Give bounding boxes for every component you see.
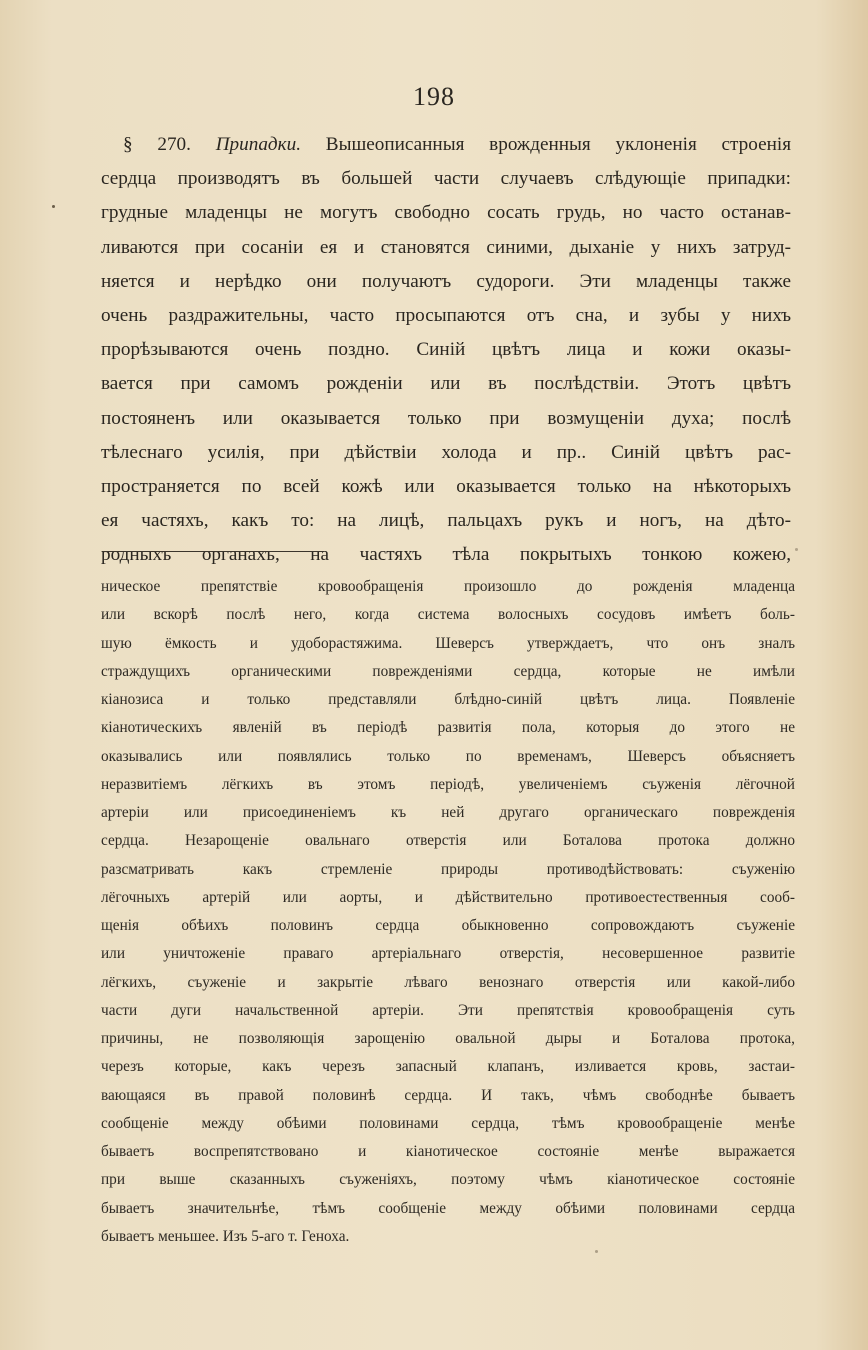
section-text	[101, 128, 791, 573]
section-line: няется и нерѣдко они получаютъ судороги. Эти младенцы также	[101, 270, 791, 292]
footnote-line: ническое препятствіе кровообращенія произошло до рожденія младенца	[101, 578, 795, 595]
footnote-line: части дуги начальственной артеріи. Эти препятствія кровообращенія суть	[101, 1001, 795, 1019]
section-line: Вышеописанныя врожденныя уклоненія строенія	[325, 134, 792, 155]
footnote-line: бываетъ воспрепятствовано и кіанотическое состояніе менѣе выражается	[101, 1143, 795, 1160]
footnote-line: бываетъ меньшее. Изъ 5-аго т. Геноха.	[101, 1227, 350, 1245]
footnote-line: кіанотическихъ явленій въ періодѣ развитія пола, которыя до этого не	[101, 719, 795, 737]
footnote-line: страждущихъ органическими поврежденіями сердца, которые не имѣли	[101, 662, 795, 680]
footnote-line: неразвитіемъ лёгкихъ въ этомъ періодѣ, увеличеніемъ съуженія лёгочной	[101, 775, 795, 793]
section-line: постояненъ или оказывается только при возмущеніи духа; послѣ	[101, 407, 791, 429]
section-line: пространяется по всей кожѣ или оказывается только на нѣкоторыхъ	[101, 476, 791, 498]
section-line: грудные младенцы не могутъ свободно сосать грудь, но часто останав-	[101, 202, 791, 224]
paper-speck	[595, 1250, 598, 1253]
footnote-line: черезъ которые, какъ черезъ запасный клапанъ, изливается кровь, застаи-	[101, 1058, 795, 1076]
footnote-separator	[102, 551, 324, 552]
footnote-line: лёгочныхъ артерій или аорты, и дѣйствительно противоестественныя сооб-	[101, 888, 795, 906]
footnote-line: кіанозиса и только представляли блѣдно-синій цвѣтъ лица. Появленіе	[101, 691, 795, 708]
section-line: родныхъ органахъ, на частяхъ тѣла покрытыхъ тонкою кожею,	[101, 544, 791, 566]
footnote-line: вающаяся въ правой половинѣ сердца. И такъ, чѣмъ свободнѣе бываетъ	[101, 1086, 795, 1104]
section-number: § 270.	[123, 134, 191, 155]
footnote-line: или вскорѣ послѣ него, когда система волосныхъ сосудовъ имѣетъ боль-	[101, 606, 795, 624]
footnote-line: или уничтоженіе праваго артеріальнаго отверстія, несовершенное развитіе	[101, 945, 795, 963]
paper-speck	[795, 548, 798, 551]
footnote-line: щенія обѣихъ половинъ сердца обыкновенно сопровождаютъ съуженіе	[101, 917, 795, 934]
paper-speck	[52, 205, 55, 208]
section-title: Припадки.	[215, 134, 302, 155]
section-line: очень раздражительны, часто просыпаются отъ сна, и зубы у нихъ	[101, 305, 791, 327]
section-line: тѣлеснаго усилія, при дѣйствіи холода и пр.. Синій цвѣтъ рас-	[101, 441, 791, 463]
footnote-line: оказывались или появлялись только по временамъ, Шеверсъ объясняетъ	[101, 747, 795, 765]
footnote-line: разсматривать какъ стремленіе природы противодѣйствовать: съуженію	[101, 860, 795, 878]
page-number: 198	[413, 82, 455, 111]
footnote-line: шую ёмкость и удоборастяжима. Шеверсъ утверждаетъ, что онъ зналъ	[101, 634, 795, 652]
footnote-line: причины, не позволяющія зарощенію овальной дыры и Боталова протока,	[101, 1030, 795, 1047]
footnote-line: артеріи или присоединеніемъ къ ней другаго органическаго поврежденія	[101, 804, 795, 821]
footnote-line: сердца. Незарощеніе овальнаго отверстія или Боталова протока должно	[101, 832, 795, 850]
section-line: ливаются при сосаніи ея и становятся синими, дыханіе у нихъ затруд-	[101, 236, 791, 258]
footnote-line: бываетъ значительнѣе, тѣмъ сообщеніе между обѣими половинами сердца	[101, 1199, 795, 1217]
section-line: сердца производятъ въ большей части случаевъ слѣдующіе припадки:	[101, 168, 791, 190]
footnote-line: лёгкихъ, съуженіе и закрытіе лѣваго венознаго отверстія или какой-либо	[101, 973, 795, 991]
section-line: вается при самомъ рожденіи или въ послѣдствіи. Этотъ цвѣтъ	[101, 373, 791, 395]
section-line: прорѣзываются очень поздно. Синій цвѣтъ лица и кожи оказы-	[101, 339, 791, 361]
footnote-line: сообщеніе между обѣими половинами сердца, тѣмъ кровообращеніе менѣе	[101, 1114, 795, 1132]
section-first-line	[101, 128, 791, 162]
section-line: ея частяхъ, какъ то: на лицѣ, пальцахъ рукъ и ногъ, на дѣто-	[101, 510, 791, 532]
footnote-text	[101, 573, 795, 1251]
footnote-line: при выше сказанныхъ съуженіяхъ, поэтому чѣмъ кіанотическое состояніе	[101, 1171, 795, 1189]
